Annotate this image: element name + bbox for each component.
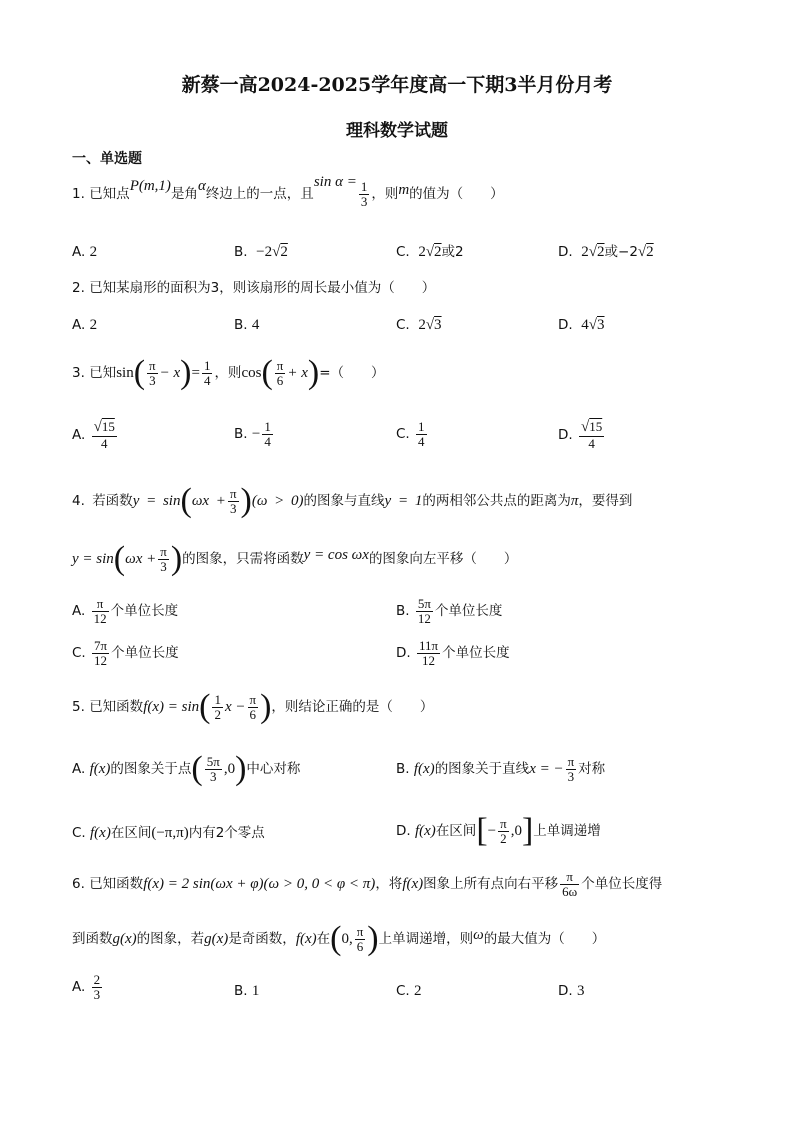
fraction xyxy=(355,925,366,953)
option-text: 的图象关于直线 xyxy=(434,761,530,778)
option-value: 4 xyxy=(251,317,260,333)
denominator: 4 xyxy=(418,433,425,449)
math-term: f(x) xyxy=(414,823,436,839)
fraction xyxy=(416,597,433,625)
fraction xyxy=(262,420,273,448)
option-label: C. xyxy=(72,825,86,841)
numerator: π xyxy=(276,357,284,373)
option-label: C. xyxy=(72,645,86,662)
math-term: y = sin xyxy=(72,551,114,567)
numerator: π xyxy=(500,815,507,831)
numerator: 2 xyxy=(93,972,101,987)
option-text: 对称 xyxy=(578,761,606,778)
denominator: 6 xyxy=(249,706,257,722)
paren-left: ( xyxy=(113,540,126,577)
fraction xyxy=(147,359,158,387)
radicand: 15 xyxy=(101,419,115,434)
question-text: 终边上的一点，且 xyxy=(205,186,314,203)
question-text: ，则 xyxy=(214,365,242,381)
option-label: C. xyxy=(396,426,410,443)
option-label: C. xyxy=(396,244,410,260)
radicand: 2 xyxy=(646,244,654,260)
paren-left: ( xyxy=(191,750,203,787)
fraction xyxy=(92,597,109,625)
math-term: − x xyxy=(159,365,181,381)
option-label: B. xyxy=(396,761,410,778)
paren-left: ( xyxy=(180,482,192,519)
question-1 xyxy=(72,174,504,209)
math-term: ,0 xyxy=(223,761,236,777)
math-term: ,0 xyxy=(510,823,522,839)
option-label: B. xyxy=(234,244,248,260)
q4-option-d[interactable] xyxy=(396,639,510,667)
page-title: 新蔡一高2024-2025学年度高一下期3半月份月考 xyxy=(181,74,613,96)
question-2 xyxy=(72,282,435,296)
q2-option-b[interactable] xyxy=(234,318,259,333)
option-text: 的图象关于点 xyxy=(110,761,192,777)
option-text: 在区间 xyxy=(110,825,152,841)
question-text: ，要得到 xyxy=(578,493,633,509)
fraction xyxy=(212,693,223,721)
question-text: ，将 xyxy=(375,876,403,893)
math-term: y = 1 xyxy=(384,493,423,509)
q6-option-c[interactable] xyxy=(396,984,422,999)
option-label: D. xyxy=(558,983,573,999)
q5-option-d[interactable] xyxy=(396,814,601,848)
numerator: π xyxy=(160,543,167,559)
fraction xyxy=(579,420,604,450)
paren-left: ( xyxy=(133,354,146,391)
question-number: 2. xyxy=(72,280,85,296)
option-text: 内有2个零点 xyxy=(188,825,265,841)
fraction xyxy=(560,870,579,898)
pi-symbol: π xyxy=(570,493,579,509)
question-text: ，则结论正确的是（ ） xyxy=(271,699,434,715)
option-label: D. xyxy=(558,427,573,444)
denominator: 6ω xyxy=(562,883,578,899)
question-text: 若函数 xyxy=(92,493,133,509)
q4-option-c[interactable] xyxy=(72,639,179,667)
option-value: 2 xyxy=(414,983,422,999)
radicand: 15 xyxy=(589,419,603,434)
fraction xyxy=(498,817,509,845)
paren-right: ) xyxy=(307,354,320,391)
question-text: 是奇函数， xyxy=(228,931,296,947)
numerator: π xyxy=(229,485,237,501)
option-label: B. xyxy=(234,983,248,999)
option-label: A. xyxy=(72,761,86,777)
question-5 xyxy=(72,690,433,724)
fraction xyxy=(359,180,370,208)
question-text: 图象上所有点向右平移 xyxy=(423,876,559,893)
question-text: 已知 xyxy=(89,365,117,381)
q4-option-b[interactable] xyxy=(396,597,502,625)
q6-option-a[interactable] xyxy=(72,973,104,1001)
denominator: 3 xyxy=(210,768,217,784)
math-term: f(x) = sin xyxy=(143,699,200,715)
denominator: 12 xyxy=(422,652,436,668)
option-text: 在区间 xyxy=(435,823,477,839)
minus-sign: − xyxy=(487,823,497,839)
minus-sign: − xyxy=(251,426,261,443)
q1-option-d[interactable] xyxy=(558,245,654,260)
paren-left: ( xyxy=(261,354,273,391)
question-text: 已知某扇形的面积为3，则该扇形的周长最小值为（ ） xyxy=(89,280,436,296)
option-text: 个单位长度 xyxy=(110,603,179,620)
condition: (ω > 0) xyxy=(251,493,304,509)
math-term: ωx + xyxy=(191,493,226,509)
question-text: 的最大值为（ ） xyxy=(483,931,606,947)
option-label: B. xyxy=(234,426,248,443)
option-label: D. xyxy=(558,244,573,260)
option-text: 个单位长度 xyxy=(434,603,503,620)
question-text: 的图象，若 xyxy=(136,931,205,947)
question-number: 4. xyxy=(72,493,85,509)
numerator: 1 xyxy=(418,419,425,434)
question-text: 的值为（ ） xyxy=(409,186,504,203)
q4-option-a[interactable] xyxy=(72,597,178,625)
denominator: 4 xyxy=(203,372,211,388)
numerator: √15 xyxy=(93,419,115,435)
denominator: 3 xyxy=(229,500,237,516)
fraction xyxy=(92,639,109,667)
option-value: 或2 xyxy=(441,244,464,260)
math-term: f(x) xyxy=(295,931,317,947)
numerator: π xyxy=(92,597,109,612)
fraction xyxy=(416,420,427,448)
q2-option-a[interactable] xyxy=(72,318,97,333)
question-text: 的图象，只需将函数 xyxy=(182,551,304,567)
option-text: 个单位长度 xyxy=(442,645,510,662)
option-value: 1 xyxy=(251,983,260,999)
sin-alpha: sin α = xyxy=(313,174,357,191)
numerator: π xyxy=(356,923,364,939)
option-label: C. xyxy=(396,317,410,333)
denominator: 12 xyxy=(93,610,107,626)
q5-option-a[interactable] xyxy=(72,752,300,786)
option-value: 4 xyxy=(581,317,589,333)
radicand: 2 xyxy=(434,244,442,260)
sqrt-symbol: √ xyxy=(637,244,647,260)
numerator: π xyxy=(567,754,575,769)
interval: (−π,π) xyxy=(151,825,189,841)
math-term: x − xyxy=(224,699,246,715)
q3-option-d[interactable] xyxy=(558,420,606,450)
math-term: g(x) xyxy=(112,931,137,947)
denominator: 3 xyxy=(160,558,167,574)
paren-left: ( xyxy=(330,920,342,957)
math-term: + x xyxy=(287,365,308,381)
denominator: 12 xyxy=(417,610,431,626)
paren-right: ) xyxy=(170,540,183,577)
bracket-right: ] xyxy=(521,812,534,849)
option-value: 2 xyxy=(418,244,426,260)
denominator: 2 xyxy=(214,706,221,722)
question-number: 5. xyxy=(72,699,85,715)
paren-right: ) xyxy=(260,688,272,725)
equals-sign: = xyxy=(191,365,200,381)
fraction xyxy=(248,693,259,721)
question-text: 的两相邻公共点的距离为 xyxy=(422,493,571,509)
paren-right: ) xyxy=(180,354,192,391)
option-label: A. xyxy=(72,244,86,260)
question-text: 的图象与直线 xyxy=(303,493,385,509)
option-label: A. xyxy=(72,979,86,996)
radicand: 2 xyxy=(280,244,288,260)
option-label: A. xyxy=(72,317,86,333)
fraction xyxy=(417,639,440,667)
option-value: 2 xyxy=(418,317,426,333)
option-label: D. xyxy=(396,823,411,839)
question-6-line-1 xyxy=(72,870,662,898)
option-text: 上单调递增 xyxy=(533,823,601,839)
sqrt-symbol: √ xyxy=(588,244,598,260)
math-term: x = − xyxy=(529,761,564,778)
section-title-single-choice: 一、单选题 xyxy=(72,151,142,167)
question-number: 3. xyxy=(72,365,85,381)
math-term: f(x) xyxy=(402,876,424,893)
math-term: f(x) = 2 sin(ωx + φ)(ω > 0, 0 < φ < π) xyxy=(143,876,376,893)
option-value: −2 xyxy=(256,244,273,260)
bracket-left: [ xyxy=(476,812,488,849)
option-label: B. xyxy=(234,317,248,333)
question-4-line-1 xyxy=(72,484,632,518)
question-text: 是角 xyxy=(170,186,198,203)
denominator: 6 xyxy=(356,938,364,954)
q5-option-b[interactable] xyxy=(396,755,605,783)
fraction xyxy=(92,420,117,450)
sqrt-symbol: √ xyxy=(272,244,281,260)
fraction xyxy=(202,359,213,387)
fraction xyxy=(566,755,577,783)
question-number: 1. xyxy=(72,186,85,203)
q5-option-c[interactable] xyxy=(72,826,265,841)
sqrt-symbol: √ xyxy=(425,317,435,333)
fraction xyxy=(228,487,239,515)
radicand: 3 xyxy=(434,317,442,333)
option-label: A. xyxy=(72,603,86,620)
denominator: 3 xyxy=(93,986,101,1002)
sqrt-symbol: √ xyxy=(588,317,598,333)
option-text: 个单位长度 xyxy=(111,645,179,662)
radicand: 3 xyxy=(597,317,605,333)
numerator: π xyxy=(149,357,156,373)
q6-option-b[interactable] xyxy=(234,984,259,999)
option-value: 或−2 xyxy=(604,244,638,260)
alpha-symbol: α xyxy=(197,178,206,195)
denominator: 6 xyxy=(276,372,284,388)
math-term: f(x) xyxy=(90,825,111,841)
option-value: 2 xyxy=(89,317,98,333)
question-text: 已知函数 xyxy=(89,876,144,893)
question-text: =（ ） xyxy=(319,365,385,381)
fraction xyxy=(92,973,103,1001)
question-text: ，则 xyxy=(371,186,399,203)
question-4-line-2 xyxy=(72,542,517,576)
paren-right: ) xyxy=(367,920,379,957)
option-value: 3 xyxy=(576,983,585,999)
numerator: 1 xyxy=(203,357,211,373)
page-subtitle: 理科数学试题 xyxy=(346,121,448,141)
question-text: 的图象向左平移（ ） xyxy=(368,551,518,567)
sqrt-symbol: √ xyxy=(425,244,435,260)
fraction xyxy=(205,755,222,783)
numerator: 5π xyxy=(417,596,431,611)
q3-option-c[interactable] xyxy=(396,420,429,448)
option-value: 2 xyxy=(89,244,98,260)
numerator: 7π xyxy=(94,638,108,653)
numerator: 5π xyxy=(206,753,220,769)
option-label: D. xyxy=(396,645,411,662)
q2-option-d[interactable] xyxy=(558,318,605,333)
math-term: f(x) xyxy=(413,761,435,778)
cos-function: cos xyxy=(241,365,262,381)
fraction xyxy=(275,359,286,387)
q6-option-d[interactable] xyxy=(558,984,584,999)
option-label: B. xyxy=(396,603,410,620)
point-p: P(m,1) xyxy=(129,178,171,195)
option-value: 2 xyxy=(581,244,589,260)
q3-option-a[interactable] xyxy=(72,420,119,450)
numerator: 1 xyxy=(360,179,368,194)
math-term: 0, xyxy=(341,931,353,947)
denominator: 4 xyxy=(264,433,271,449)
math-term: f(x) xyxy=(89,761,111,777)
math-term: y = sin xyxy=(132,493,181,509)
question-text: 上单调递增，则 xyxy=(378,931,474,947)
question-number: 6. xyxy=(72,876,85,893)
m-variable: m xyxy=(398,182,410,199)
denominator: 4 xyxy=(100,435,108,451)
option-label: D. xyxy=(558,317,573,333)
paren-right: ) xyxy=(240,482,252,519)
math-term: y = cos ωx xyxy=(303,547,369,563)
numerator: √15 xyxy=(580,419,603,435)
numerator: 1 xyxy=(264,419,271,434)
q3-option-b[interactable] xyxy=(234,420,275,448)
denominator: 4 xyxy=(588,435,595,451)
option-label: A. xyxy=(72,427,86,444)
math-term: ωx + xyxy=(125,551,157,567)
question-6-line-2 xyxy=(72,922,605,956)
question-text: 在 xyxy=(316,931,331,947)
option-text: 中心对称 xyxy=(246,761,301,777)
sin-function: sin xyxy=(116,365,134,381)
denominator: 2 xyxy=(500,830,507,846)
q2-option-c[interactable] xyxy=(396,318,442,333)
numerator: π xyxy=(249,691,257,707)
question-text: 已知点 xyxy=(89,186,130,203)
question-text: 到函数 xyxy=(72,931,113,947)
numerator: 11π xyxy=(418,638,439,653)
paren-right: ) xyxy=(235,750,247,787)
denominator: 12 xyxy=(94,652,108,668)
question-text: 已知函数 xyxy=(89,699,144,715)
q1-option-b[interactable] xyxy=(234,245,288,260)
q1-option-a[interactable] xyxy=(72,245,97,260)
paren-left: ( xyxy=(199,688,211,725)
radicand: 2 xyxy=(597,244,605,260)
denominator: 3 xyxy=(567,768,575,784)
denominator: 3 xyxy=(149,372,156,388)
denominator: 3 xyxy=(360,193,368,209)
numerator: π xyxy=(560,870,579,885)
q1-option-c[interactable] xyxy=(396,245,464,260)
math-term: g(x) xyxy=(204,931,229,947)
omega-symbol: ω xyxy=(473,927,484,943)
fraction xyxy=(158,545,169,573)
option-label: C. xyxy=(396,983,410,999)
question-3 xyxy=(72,356,385,390)
numerator: 1 xyxy=(214,691,221,707)
question-text: 个单位长度得 xyxy=(581,876,663,893)
